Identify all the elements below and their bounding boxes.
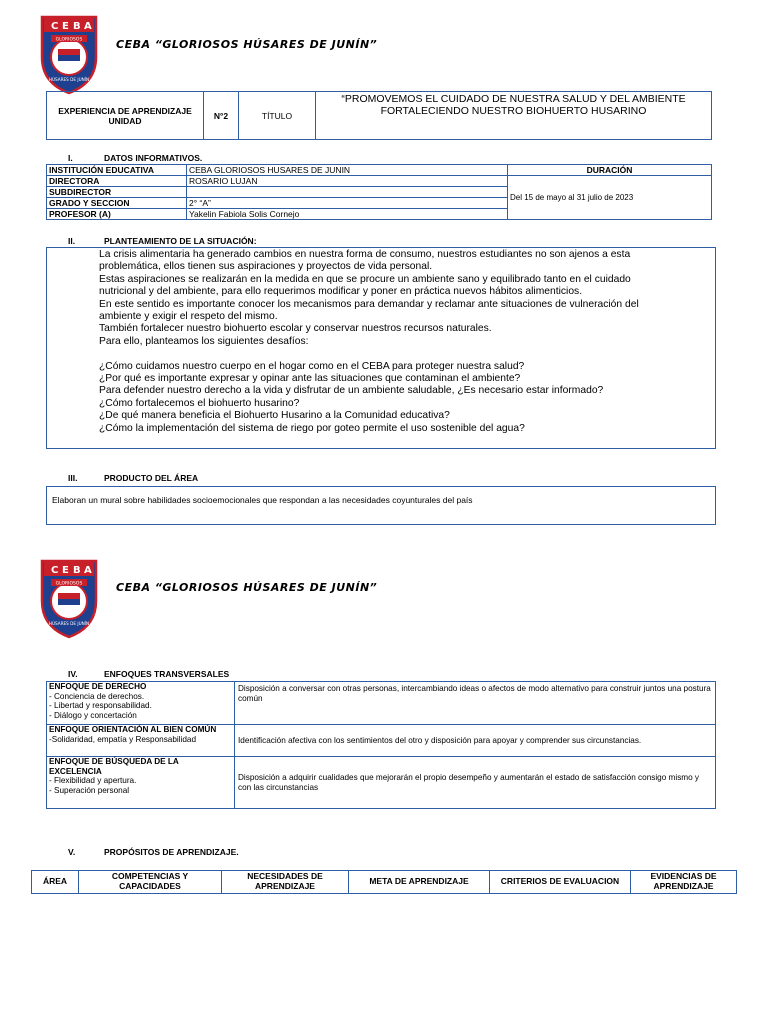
purposes-header: CRITERIOS DE EVALUACION bbox=[490, 871, 631, 894]
section-datos-informativos: I. DATOS INFORMATIVOS. bbox=[68, 153, 203, 163]
product-text: Elaboran un mural sobre habilidades socioemocionales que respondan a las necesidades coyunturales del país bbox=[52, 495, 473, 505]
logo-letter-b: B bbox=[73, 565, 81, 576]
info-label: PROFESOR (A) bbox=[47, 209, 187, 220]
experience-title: “PROMOVEMOS EL CUIDADO DE NUESTRA SALUD Y DEL AMBIENTE FORTALECIENDO NUESTRO BIOHUERTO HUSARINO bbox=[316, 92, 712, 140]
info-label: GRADO Y SECCION bbox=[47, 198, 187, 209]
enfoque-cell: ENFOQUE DE DERECHO - Conciencia de derechos. - Libertad y responsabilidad. - Diálogo y concertación bbox=[47, 682, 235, 725]
info-value: ROSARIO LUJAN bbox=[187, 176, 508, 187]
school-name-header: CEBA “GLORIOSOS HÚSARES DE JUNÍN” bbox=[116, 38, 378, 51]
info-value: CEBA GLORIOSOS HUSARES DE JUNIN bbox=[187, 165, 508, 176]
duration-value: Del 15 de mayo al 31 julio de 2023 bbox=[508, 176, 712, 220]
info-label: SUBDIRECTOR bbox=[47, 187, 187, 198]
logo-letter-c: C bbox=[51, 565, 59, 576]
enfoque-cell: ENFOQUE DE BÚSQUEDA DE LA EXCELENCIA - Flexibilidad y apertura. - Superación personal bbox=[47, 757, 235, 809]
info-value bbox=[187, 187, 508, 198]
purposes-header: ÁREA bbox=[32, 871, 79, 894]
purposes-header: NECESIDADES DE APRENDIZAJE bbox=[222, 871, 349, 894]
situation-text: La crisis alimentaria ha generado cambios en nuestra forma de consumo, nuestros estudiantes no son ajenos a esta problemática, ellos tienen sus aspiraciones y proyectos de vida personal. Estas aspiraciones se realizarán en la medida en que se procure un ambiente sano y equilibrado tanto en el cuidado nutricional y del ambiente, para ello requerimos modificar y poner en práctica nuevos hábitos alimenticios. En este sentido es importante conocer los mecanismos para demandar y reclamar ante situaciones de vulneración del ambiente y exigir el respeto del mismo. También fortalecer nuestro biohuerto escolar y conservar nuestros recursos naturales. Para ello, planteamos los siguientes desafíos: ¿Cómo cuidamos nuestro cuerpo en el hogar como en el CEBA para proteger nuestra salud? ¿Por qué es importante expresar y opinar ante las situaciones que contaminan el ambiente? Para defender nuestro derecho a la vida y disfrutar de un ambiente saludable, ¿Es necesario estar informado? ¿Cómo fortalecemos el biohuerto husarino? ¿De qué manera beneficia el Biohuerto Husarino a la Comunidad educativa? ¿Cómo la implementación del sistema de riego por goteo permite el uso sostenible del agua? bbox=[99, 249, 639, 434]
enfoques-table bbox=[46, 681, 716, 809]
purposes-header: EVIDENCIAS DE APRENDIZAJE bbox=[631, 871, 737, 894]
duration-label: DURACIÓN bbox=[508, 165, 712, 176]
logo-letter-a: A bbox=[84, 21, 92, 32]
logo-letter-e: E bbox=[62, 565, 69, 576]
logo-letter-e: E bbox=[62, 21, 69, 32]
info-table bbox=[46, 164, 712, 220]
product-box bbox=[46, 486, 716, 525]
experience-number: N°2 bbox=[204, 92, 239, 140]
section-planteamiento: II. PLANTEAMIENTO DE LA SITUACIÓN: bbox=[68, 236, 257, 246]
info-label: DIRECTORA bbox=[47, 176, 187, 187]
experience-table bbox=[46, 91, 712, 140]
enfoque-description: Disposición a conversar con otras personas, intercambiando ideas o afectos de modo alternativo para construir juntos una postura común bbox=[235, 682, 716, 725]
logo-letter-a: A bbox=[84, 565, 92, 576]
info-label: INSTITUCIÓN EDUCATIVA bbox=[47, 165, 187, 176]
school-name-header-2: CEBA “GLORIOSOS HÚSARES DE JUNÍN” bbox=[116, 581, 378, 594]
purposes-header: META DE APRENDIZAJE bbox=[349, 871, 490, 894]
logo-banner-top: GLORIOSOS bbox=[55, 37, 83, 43]
logo-letter-c: C bbox=[51, 21, 59, 32]
school-crest-logo bbox=[38, 13, 100, 95]
title-label: TÍTULO bbox=[239, 92, 316, 140]
purposes-table bbox=[31, 870, 737, 894]
logo-letter-b: B bbox=[73, 21, 81, 32]
enfoque-cell: ENFOQUE ORIENTACIÓN AL BIEN COMÚN -Solidaridad, empatía y Responsabilidad bbox=[47, 725, 235, 757]
purposes-header: COMPETENCIAS Y CAPACIDADES bbox=[79, 871, 222, 894]
logo-banner-bottom: HÚSARES DE JUNÍN bbox=[48, 77, 90, 82]
enfoque-description: Disposición a adquirir cualidades que mejorarán el propio desempeño y aumentarán el estado de satisfacción consigo mismo y con las circunstancias bbox=[235, 757, 716, 809]
enfoque-description: Identificación afectiva con los sentimientos del otro y disposición para apoyar y comprender sus circunstancias. bbox=[235, 725, 716, 757]
logo-banner-bottom: HÚSARES DE JUNÍN bbox=[48, 621, 90, 626]
section-producto: III. PRODUCTO DEL ÁREA bbox=[68, 473, 199, 483]
school-crest-logo-2 bbox=[38, 557, 100, 639]
info-value: Yakelin Fabiola Solis Cornejo bbox=[187, 209, 508, 220]
section-propositos: V. PROPÓSITOS DE APRENDIZAJE. bbox=[68, 847, 239, 857]
section-enfoques: IV. ENFOQUES TRANSVERSALES bbox=[68, 669, 230, 679]
situation-box bbox=[46, 247, 716, 449]
logo-banner-top: GLORIOSOS bbox=[55, 581, 83, 587]
experience-label: EXPERIENCIA DE APRENDIZAJE UNIDAD bbox=[47, 92, 204, 140]
info-value: 2° “A” bbox=[187, 198, 508, 209]
